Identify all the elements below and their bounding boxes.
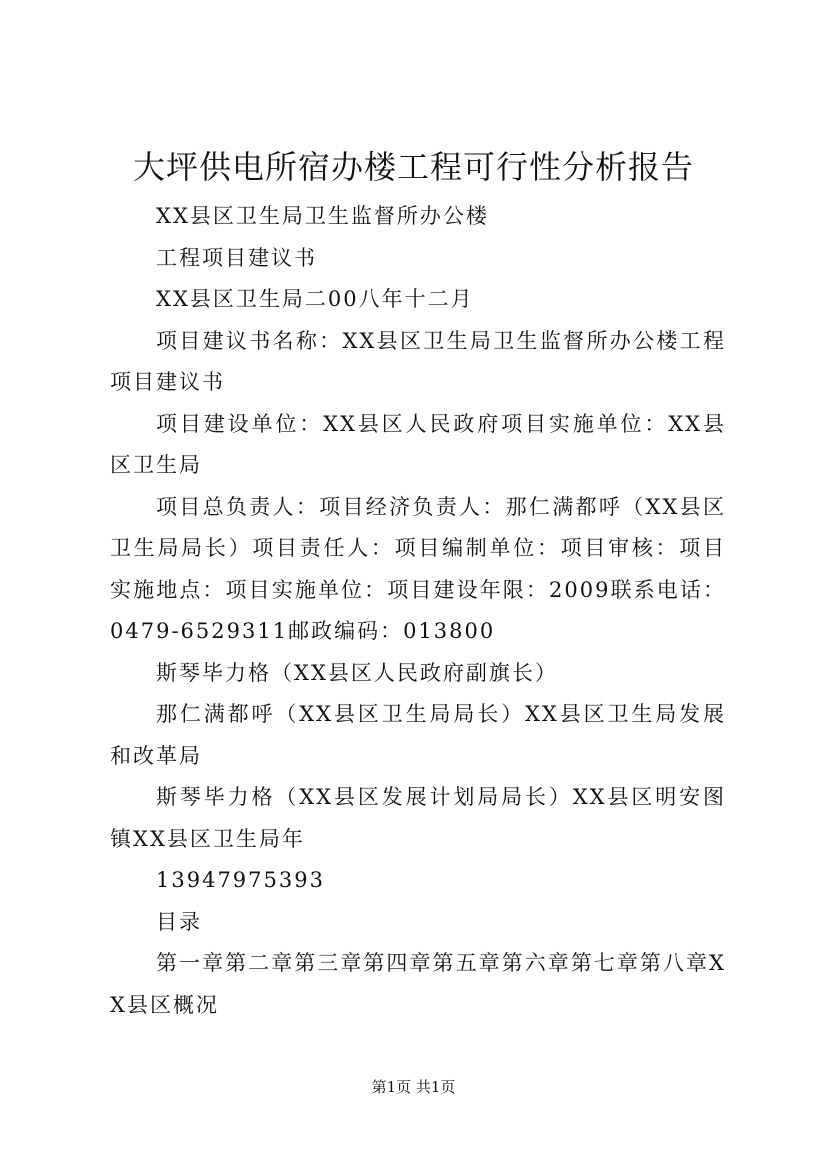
paragraph-person-3: 斯琴毕力格（XX县区发展计划局局长）XX县区明安图镇XX县区卫生局年 bbox=[110, 785, 726, 851]
document-title: 大坪供电所宿办楼工程可行性分析报告 bbox=[132, 148, 694, 186]
paragraph-contents-heading: 目录 bbox=[156, 909, 202, 934]
paragraph-contents-list: 第一章第二章第三章第四章第五章第六章第七章第八章XX县区概况 bbox=[110, 951, 726, 1017]
paragraph-person-1: 斯琴毕力格（XX县区人民政府副旗长） bbox=[156, 660, 558, 685]
paragraph-doc-type: 工程项目建议书 bbox=[156, 245, 317, 270]
page-footer: 第1页 共1页 bbox=[371, 1078, 456, 1096]
paragraph-issuer-date: XX县区卫生局二00八年十二月 bbox=[156, 287, 474, 311]
paragraph-phone: 13947975393 bbox=[156, 868, 325, 892]
paragraph-project-staff: 项目总负责人：项目经济负责人：那仁满都呼（XX县区卫生局局长）项目责任人：项目编制单位：项目审核：项目实施地点：项目实施单位：项目建设年限：2009联系电话：0479-6529311邮政编码：013800 bbox=[110, 494, 726, 643]
paragraph-person-2: 那仁满都呼（XX县区卫生局局长）XX县区卫生局发展和改革局 bbox=[110, 702, 726, 768]
paragraph-project-name: 项目建议书名称：XX县区卫生局卫生监督所办公楼工程项目建议书 bbox=[110, 328, 726, 394]
document-body bbox=[110, 196, 726, 1026]
paragraph-subject: XX县区卫生局卫生监督所办公楼 bbox=[156, 204, 489, 228]
paragraph-construction-unit: 项目建设单位：XX县区人民政府项目实施单位：XX县区卫生局 bbox=[110, 411, 726, 477]
